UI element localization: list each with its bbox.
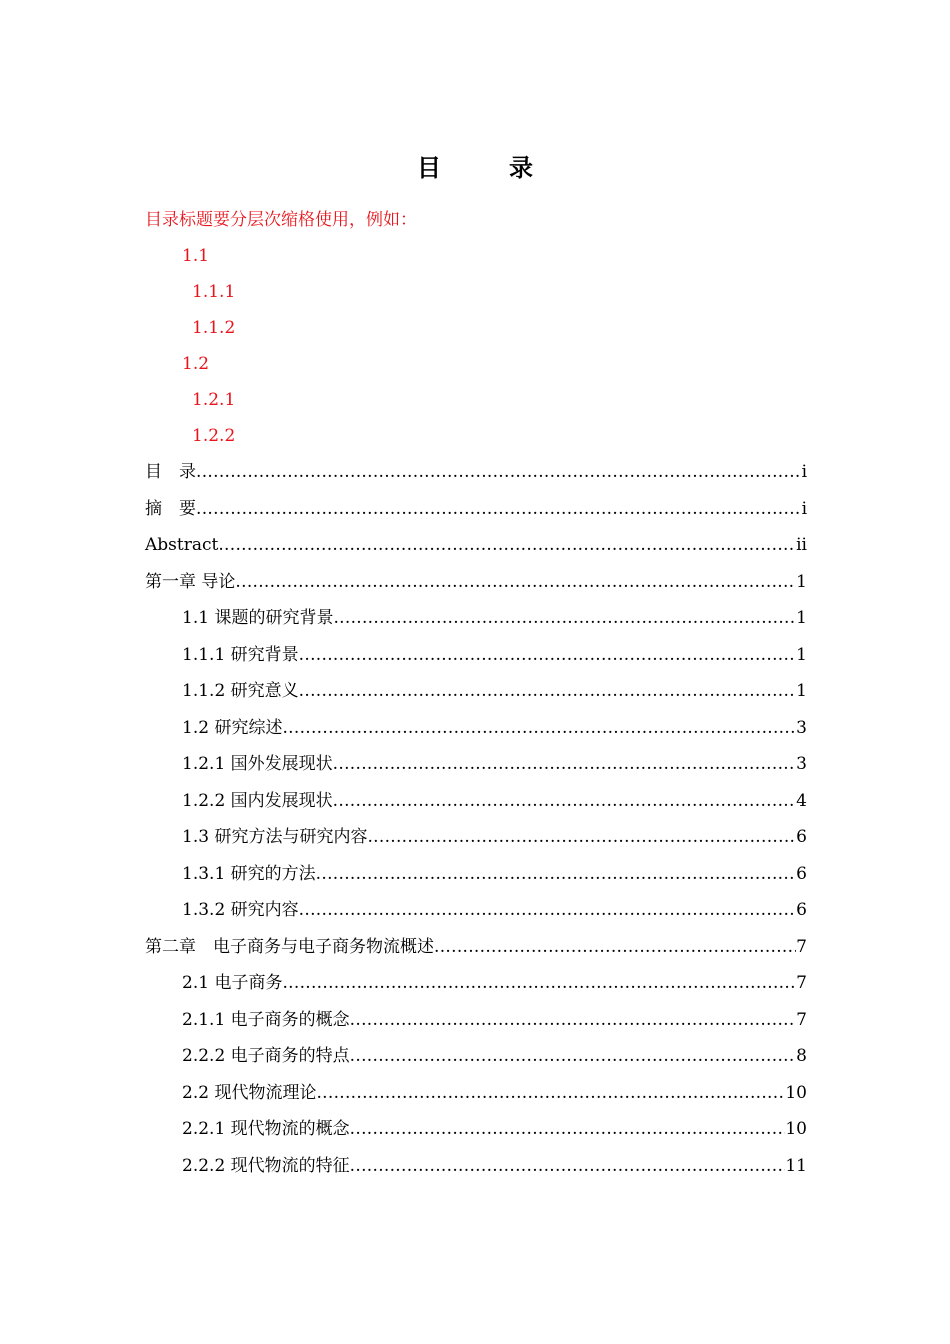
toc-entry-label: 1.3.1 研究的方法	[182, 863, 316, 884]
toc-entry[interactable]	[145, 1117, 807, 1154]
toc-entry[interactable]	[145, 679, 807, 716]
toc-entry-page-number: i	[801, 498, 807, 519]
toc-entry[interactable]	[145, 570, 807, 607]
toc-entry-page-number: ii	[796, 535, 807, 555]
toc-entry[interactable]	[145, 825, 807, 862]
toc-entry[interactable]	[145, 716, 807, 753]
toc-entry-label: 1.1.2 研究意义	[182, 681, 299, 701]
toc-dot-leader	[367, 825, 796, 849]
example-heading-1-2-2: 1.2.2	[192, 426, 236, 446]
toc-entry[interactable]	[145, 497, 807, 534]
toc-entry-label: 1.3 研究方法与研究内容	[182, 827, 368, 847]
toc-entry-label: 1.2.1 国外发展现状	[182, 754, 333, 774]
toc-entry-page-number: 6	[796, 827, 807, 847]
toc-dot-leader	[350, 1117, 786, 1141]
toc-entry-label: 第二章 电子商务与电子商务物流概述	[145, 936, 434, 957]
toc-entry-label: 2.2.2 现代物流的特征	[182, 1155, 350, 1176]
example-heading-1-2-1: 1.2.1	[192, 390, 236, 410]
toc-dot-leader	[282, 971, 796, 995]
toc-entry-page-number: 1	[796, 608, 807, 628]
toc-entry[interactable]	[145, 862, 807, 899]
toc-entry-page-number: 7	[796, 1009, 807, 1030]
toc-dot-leader	[350, 1008, 797, 1032]
toc-entry[interactable]	[145, 1154, 807, 1191]
toc-dot-leader	[218, 533, 796, 557]
toc-entry[interactable]	[145, 460, 807, 497]
toc-entry-page-number: 1	[796, 681, 807, 701]
toc-entry-label: 1.1.1 研究背景	[182, 644, 299, 665]
toc-entry[interactable]	[145, 1008, 807, 1045]
toc-dot-leader	[282, 716, 796, 740]
toc-entry-page-number: 3	[796, 754, 807, 774]
example-heading-1-2: 1.2	[182, 354, 210, 374]
toc-entry[interactable]	[145, 971, 807, 1008]
toc-entry-page-number: 1	[796, 644, 807, 665]
toc-dot-leader	[316, 1081, 785, 1105]
toc-entry[interactable]	[145, 1081, 807, 1118]
toc-entry-label: 2.2 现代物流理论	[182, 1082, 317, 1103]
toc-dot-leader	[350, 1154, 786, 1178]
toc-entry-label: 2.1.1 电子商务的概念	[182, 1009, 350, 1030]
toc-entry-label: 1.1 课题的研究背景	[182, 608, 334, 628]
example-heading-1-1-1: 1.1.1	[192, 282, 236, 302]
toc-dot-leader	[333, 789, 797, 813]
toc-dot-leader	[299, 898, 797, 922]
toc-entry-page-number: 6	[796, 900, 807, 920]
example-heading-1-1: 1.1	[182, 246, 210, 266]
toc-entry[interactable]	[145, 752, 807, 789]
toc-entry[interactable]	[145, 643, 807, 680]
toc-entry-label: 第一章 导论	[145, 571, 236, 592]
toc-entry[interactable]	[145, 533, 807, 570]
toc-entry-label: 2.2.2 电子商务的特点	[182, 1046, 350, 1066]
toc-entry-page-number: 7	[796, 936, 807, 957]
toc-entry-label: 2.1 电子商务	[182, 973, 283, 993]
example-heading-1-1-2: 1.1.2	[192, 318, 236, 338]
toc-entry-label: 1.2.2 国内发展现状	[182, 790, 333, 811]
toc-entry-page-number: 8	[796, 1046, 807, 1066]
toc-entry-label: Abstract	[145, 535, 219, 555]
indent-instruction-note: 目录标题要分层次缩格使用，例如：	[145, 210, 417, 230]
toc-entry-label: 1.2 研究综述	[182, 717, 283, 738]
toc-entry-page-number: i	[801, 462, 807, 482]
toc-dot-leader	[196, 497, 802, 521]
toc-dot-leader	[299, 643, 797, 667]
toc-entry-label: 2.2.1 现代物流的概念	[182, 1119, 350, 1139]
toc-dot-leader	[196, 460, 802, 484]
toc-entry-label: 摘 要	[145, 498, 196, 519]
toc-entry-label: 目 录	[145, 462, 196, 482]
toc-entry[interactable]	[145, 1044, 807, 1081]
toc-entry[interactable]	[145, 606, 807, 643]
toc-entry-page-number: 11	[785, 1155, 807, 1176]
toc-dot-leader	[316, 862, 797, 886]
toc-entry-page-number: 3	[796, 717, 807, 738]
toc-entry[interactable]	[145, 935, 807, 972]
toc-dot-leader	[333, 606, 796, 630]
toc-entry-page-number: 10	[785, 1082, 807, 1103]
toc-entry-label: 1.3.2 研究内容	[182, 900, 299, 920]
toc-dot-leader	[235, 570, 796, 594]
toc-entry-page-number: 7	[796, 973, 807, 993]
toc-dot-leader	[350, 1044, 797, 1068]
toc-entry-page-number: 4	[796, 790, 807, 811]
toc-dot-leader	[333, 752, 797, 776]
toc-entry-page-number: 10	[785, 1119, 807, 1139]
toc-entry[interactable]	[145, 898, 807, 935]
toc-entry[interactable]	[145, 789, 807, 826]
toc-entry-page-number: 1	[796, 571, 807, 592]
toc-dot-leader	[434, 935, 796, 959]
toc-entry-page-number: 6	[796, 863, 807, 884]
page-title: 目 录	[417, 154, 555, 183]
toc-dot-leader	[299, 679, 797, 703]
table-of-contents	[145, 460, 807, 1190]
